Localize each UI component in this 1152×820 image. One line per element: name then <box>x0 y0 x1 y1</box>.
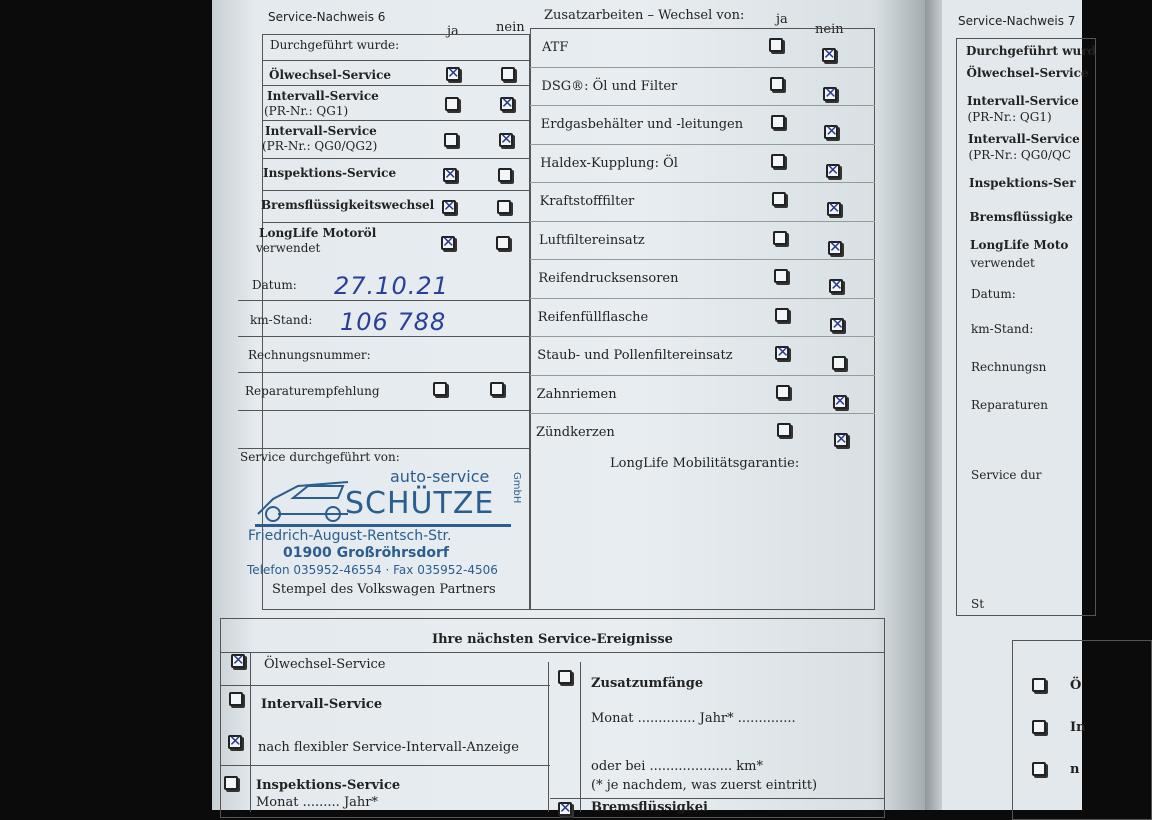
right-next-label: In <box>1070 720 1086 735</box>
right-row-label: Intervall-Service <box>967 94 1079 108</box>
row-divider <box>262 85 530 86</box>
zusatz-label: Kraftstofffilter <box>539 194 635 209</box>
row-divider <box>262 60 530 61</box>
row-divider <box>530 221 875 222</box>
right-next-checkbox[interactable] <box>1032 762 1046 776</box>
right-row-label: St <box>971 597 985 611</box>
right-row-label: LongLife Moto <box>970 238 1069 252</box>
right-row-label: Datum: <box>971 287 1016 301</box>
zusatz-label: ATF <box>542 40 569 55</box>
stamp-suffix: GmbH <box>511 472 522 504</box>
dealer-stamp <box>245 468 530 580</box>
right-row-label: Service dur <box>971 468 1042 482</box>
next-zusatz-checkbox[interactable] <box>558 670 572 684</box>
next-brems-checkbox[interactable] <box>558 802 572 816</box>
service-label: Intervall-Service <box>265 124 377 138</box>
zusatz-label: Reifenfüllflasche <box>537 309 649 325</box>
zusatz-ja-checkbox[interactable] <box>775 308 789 322</box>
right-row-label: Durchgeführt wurd <box>966 44 1096 58</box>
stamp-city: 01900 Großröhrsdorf <box>283 545 450 561</box>
right-row-label: Rechnungsn <box>971 360 1047 374</box>
service-ja-checkbox[interactable] <box>445 97 459 111</box>
next-intervall-label: Intervall-Service <box>261 697 383 712</box>
row-divider <box>530 182 875 183</box>
stamp-street: Friedrich-August-Rentsch-Str. <box>248 528 452 544</box>
record-fields <box>238 260 530 450</box>
km-value: 106 788 <box>340 308 447 336</box>
zusatz-label: Luftfiltereinsatz <box>539 232 645 248</box>
service-sub: verwendet <box>256 241 321 255</box>
rechnung-label: Rechnungsnummer: <box>248 348 371 362</box>
service-label: LongLife Motoröl <box>259 226 377 240</box>
next-events-title: Ihre nächsten Service-Ereignisse <box>432 632 673 647</box>
zusatz-label: DSG®: Öl und Filter <box>541 78 678 94</box>
service-ja-checkbox[interactable] <box>446 67 460 81</box>
service-sub: (PR-Nr.: QG0/QG2) <box>262 139 378 153</box>
next-zusatz-label: Zusatzumfänge <box>591 676 704 691</box>
service-nein-checkbox[interactable] <box>500 97 514 111</box>
zusatz-nein-checkbox[interactable] <box>823 87 837 101</box>
right-row-label: Reparaturen <box>971 398 1048 412</box>
row-divider <box>530 67 875 68</box>
right-row-label: km-Stand: <box>971 322 1034 336</box>
next-brems-label: Bremsflüssigkei <box>591 800 708 815</box>
right-next-checkbox[interactable] <box>1032 720 1046 734</box>
row-divider <box>262 158 530 159</box>
zusatz-header: Zusatzarbeiten – Wechsel von: <box>544 8 745 23</box>
next-note: (* je nachdem, was zuerst eintritt) <box>591 778 818 793</box>
zusatz-label: Reifendrucksensoren <box>538 271 679 286</box>
next-oel-label: Ölwechsel-Service <box>264 657 386 672</box>
page-title: Service-Nachweis 6 <box>268 10 386 24</box>
next-oel-checkbox[interactable] <box>231 654 245 668</box>
zusatz-label: Zündkerzen <box>536 425 615 440</box>
right-row-label: (PR-Nr.: QG1) <box>967 110 1052 124</box>
reparatur-ja-checkbox[interactable] <box>433 382 447 396</box>
datum-label: Datum: <box>252 278 297 292</box>
next-monat-field[interactable]: Monat .............. Jahr* .............. <box>591 711 796 726</box>
right-next-checkbox[interactable] <box>1032 678 1046 692</box>
reparatur-label: Reparaturempfehlung <box>245 384 380 398</box>
zusatz-label: Haldex-Kupplung: Öl <box>540 155 678 171</box>
stamp-line1: auto-service <box>390 467 490 486</box>
row-divider <box>262 120 530 121</box>
service-label: Intervall-Service <box>267 89 379 103</box>
zusatz-nein-checkbox[interactable] <box>832 356 846 370</box>
row-divider <box>530 298 875 299</box>
service-label: Inspektions-Service <box>263 166 397 180</box>
col-ja-2: ja <box>776 12 788 27</box>
stamp-caption: Stempel des Volkswagen Partners <box>272 582 496 597</box>
stamp-phone: Telefon 035952-46554 · Fax 035952-4506 <box>247 563 498 577</box>
row-divider <box>530 259 875 260</box>
service-nein-checkbox[interactable] <box>496 236 510 250</box>
next-flex-label: nach flexibler Service-Intervall-Anzeige <box>258 740 519 755</box>
right-row-label: Ölwechsel-Service <box>966 66 1089 80</box>
km-label: km-Stand: <box>250 313 313 327</box>
next-inspektion-date: Monat ......... Jahr* <box>256 795 378 810</box>
zusatz-nein-checkbox[interactable] <box>822 48 836 62</box>
right-page <box>942 0 1096 810</box>
zusatz-label: Erdgasbehälter und -leitungen <box>540 117 744 132</box>
datum-value: 27.10.21 <box>334 272 449 300</box>
zusatz-ja-checkbox[interactable] <box>770 77 784 91</box>
service-nein-checkbox[interactable] <box>498 168 512 182</box>
zusatz-ja-checkbox[interactable] <box>771 154 785 168</box>
zusatz-nein-checkbox[interactable] <box>827 202 841 216</box>
zusatz-nein-checkbox[interactable] <box>826 164 840 178</box>
zusatz-nein-checkbox[interactable] <box>828 241 842 255</box>
zusatz-nein-checkbox[interactable] <box>834 433 848 447</box>
col-nein: nein <box>496 20 525 35</box>
service-label: Ölwechsel-Service <box>269 68 392 82</box>
right-row-label: Bremsflüssigke <box>969 210 1073 224</box>
zusatz-nein-checkbox[interactable] <box>824 125 838 139</box>
right-next-label: n <box>1070 762 1080 777</box>
next-flex-checkbox[interactable] <box>228 735 242 749</box>
service-nein-checkbox[interactable] <box>497 200 511 214</box>
row-divider <box>530 144 875 145</box>
zusatz-ja-checkbox[interactable] <box>774 269 788 283</box>
reparatur-nein-checkbox[interactable] <box>490 382 504 396</box>
zusatz-ja-checkbox[interactable] <box>776 385 790 399</box>
longlife-label: LongLife Mobilitätsgarantie: <box>610 456 800 471</box>
service-ja-checkbox[interactable] <box>441 236 455 250</box>
next-intervall-checkbox[interactable] <box>229 692 243 706</box>
service-by-label: Service durchgeführt von: <box>240 450 400 464</box>
services-header: Durchgeführt wurde: <box>270 38 400 52</box>
zusatz-ja-checkbox[interactable] <box>772 192 786 206</box>
next-inspektion-label: Inspektions-Service <box>256 778 401 793</box>
service-sub: (PR-Nr.: QG1) <box>264 104 349 118</box>
row-divider <box>262 190 530 191</box>
right-next-label: Ö <box>1070 678 1082 693</box>
service-label: Bremsflüssigkeitswechsel <box>261 198 435 212</box>
right-row-label: (PR-Nr.: QG0/QC <box>968 148 1072 162</box>
col-ja: ja <box>447 24 459 39</box>
row-divider <box>262 222 530 223</box>
zusatz-ja-checkbox[interactable] <box>771 115 785 129</box>
zusatz-label: Staub- und Pollenfiltereinsatz <box>537 348 733 363</box>
service-ja-checkbox[interactable] <box>443 168 457 182</box>
zusatz-ja-checkbox[interactable] <box>769 38 783 52</box>
service-ja-checkbox[interactable] <box>442 200 456 214</box>
zusatz-ja-checkbox[interactable] <box>777 423 791 437</box>
right-page-title: Service-Nachweis 7 <box>958 14 1076 28</box>
zusatz-ja-checkbox[interactable] <box>773 231 787 245</box>
stamp-name: SCHÜTZE <box>345 486 495 521</box>
row-divider <box>530 413 875 414</box>
row-divider <box>530 375 875 376</box>
next-km-field[interactable]: oder bei .................... km* <box>591 759 763 774</box>
service-nein-checkbox[interactable] <box>501 67 515 81</box>
zusatz-nein-checkbox[interactable] <box>829 279 843 293</box>
col-nein-2: nein <box>815 22 844 37</box>
right-row-label: verwendet <box>970 256 1035 270</box>
row-divider <box>530 105 875 106</box>
row-divider <box>530 336 875 337</box>
service-nein-checkbox[interactable] <box>499 133 513 147</box>
zusatz-nein-checkbox[interactable] <box>833 395 847 409</box>
right-row-label: Inspektions-Ser <box>969 176 1076 190</box>
zusatz-nein-checkbox[interactable] <box>830 318 844 332</box>
next-inspektion-checkbox[interactable] <box>224 776 238 790</box>
service-ja-checkbox[interactable] <box>444 133 458 147</box>
zusatz-label: Zahnriemen <box>536 386 617 402</box>
zusatz-ja-checkbox[interactable] <box>775 346 789 360</box>
right-row-label: Intervall-Service <box>968 132 1080 146</box>
